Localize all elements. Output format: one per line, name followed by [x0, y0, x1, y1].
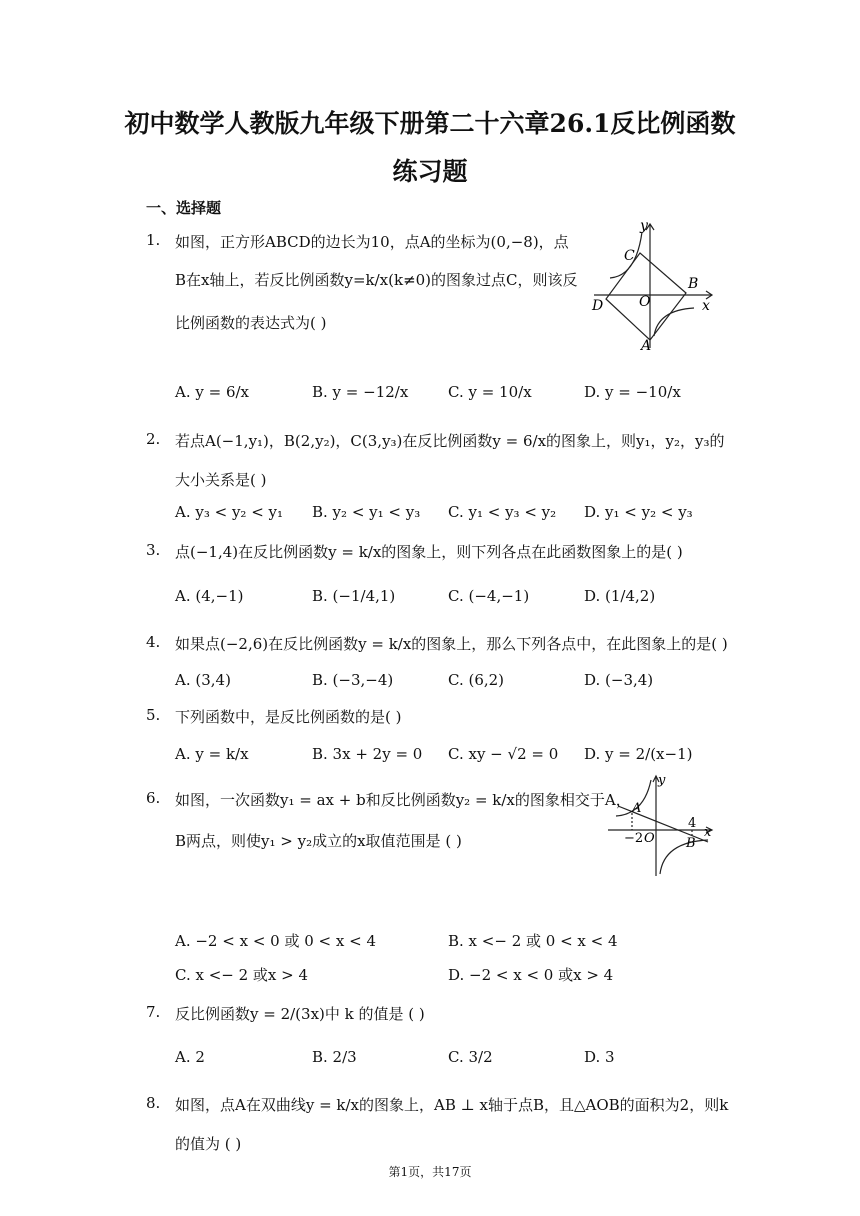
- option-a: A. 2: [175, 1048, 205, 1066]
- question-text: 若点A(−1,y₁)，B(2,y₂)，C(3,y₃)在反比例函数y = 6/x的图象上，则y₁，y₂，y₃的: [175, 432, 725, 450]
- question-number: 2.: [146, 430, 161, 448]
- question-text: 如图，点A在双曲线y = k/x的图象上，AB ⊥ x轴于点B，且△AOB的面积为2，则k: [175, 1096, 729, 1114]
- question-text: 如果点(−2,6)在反比例函数y = k/x的图象上，那么下列各点中，在此图象上的是( ): [175, 635, 728, 653]
- question-number: 8.: [146, 1094, 161, 1112]
- option-a: A. y₃ < y₂ < y₁: [175, 503, 284, 521]
- fig6-label-a: A: [632, 801, 642, 816]
- page-title: 初中数学人教版九年级下册第二十六章26.1反比例函数: [124, 109, 736, 138]
- option-d: D. y = 2/(x−1): [584, 745, 693, 763]
- option-a: A. (4,−1): [175, 587, 244, 605]
- fig6-label-b: B: [686, 836, 696, 851]
- square-hyperbola-figure: [590, 218, 718, 352]
- option-a: A. −2 < x < 0 或 0 < x < 4: [175, 932, 376, 950]
- question-number: 7.: [146, 1003, 161, 1021]
- fig6-label-o: O: [644, 831, 655, 846]
- question-text: 点(−1,4)在反比例函数y = k/x的图象上，则下列各点在此函数图象上的是( ): [175, 543, 683, 561]
- option-c: C. y₁ < y₃ < y₂: [448, 503, 557, 521]
- option-c: C. (6,2): [448, 671, 505, 689]
- option-c: C. y = 10/x: [448, 383, 532, 401]
- fig1-label-o: O: [639, 294, 651, 310]
- fig6-label-4: 4: [688, 816, 697, 831]
- option-d: D. 3: [584, 1048, 615, 1066]
- question-number: 5.: [146, 706, 161, 724]
- question-text: 如图，正方形ABCD的边长为10，点A的坐标为(0,−8)，点: [175, 233, 569, 251]
- option-d: D. (1/4,2): [584, 587, 656, 605]
- option-a: A. (3,4): [175, 671, 231, 689]
- question-text: 比例函数的表达式为( ): [175, 314, 327, 332]
- question-text: 大小关系是( ): [175, 471, 267, 489]
- option-b: B. x <− 2 或 0 < x < 4: [448, 932, 618, 950]
- question-text: B在x轴上，若反比例函数y=k/x(k≠0)的图象过点C，则该反: [175, 271, 578, 289]
- option-b: B. y = −12/x: [312, 383, 409, 401]
- hyperbola-branch-lower: [654, 308, 694, 336]
- question-text: 的值为 ( ): [175, 1135, 242, 1153]
- question-number: 3.: [146, 541, 161, 559]
- page-title-line2: 练习题: [392, 157, 468, 186]
- question-number: 4.: [146, 633, 161, 651]
- fig6-label-x: x: [704, 825, 712, 840]
- option-a: A. y = k/x: [175, 745, 249, 763]
- option-b: B. (−3,−4): [312, 671, 394, 689]
- option-c: C. x <− 2 或x > 4: [175, 966, 309, 984]
- fig1-label-c: C: [624, 248, 635, 264]
- option-b: B. y₂ < y₁ < y₃: [312, 503, 421, 521]
- fig6-label-neg2: −2: [624, 831, 644, 846]
- fig1-label-b: B: [688, 276, 699, 292]
- fig1-label-d: D: [592, 298, 604, 314]
- question-text: 反比例函数y = 2/(3x)中 k 的值是 ( ): [175, 1005, 425, 1023]
- question-number: 1.: [146, 231, 161, 249]
- question-text: 下列函数中，是反比例函数的是( ): [175, 708, 402, 726]
- fig1-label-y: y: [640, 218, 648, 234]
- page-footer: 第1页，共17页: [388, 1165, 472, 1179]
- option-c: C. (−4,−1): [448, 587, 530, 605]
- question-number: 6.: [146, 789, 161, 807]
- option-b: B. (−1/4,1): [312, 587, 396, 605]
- hyperbola-branch-lower-right: [660, 840, 708, 874]
- option-c: C. 3/2: [448, 1048, 493, 1066]
- section-heading: 一、选择题: [146, 199, 222, 217]
- question-text: 如图，一次函数y₁ = ax + b和反比例函数y₂ = k/x的图象相交于A，: [175, 791, 631, 809]
- option-d: D. y₁ < y₂ < y₃: [584, 503, 693, 521]
- option-d: D. −2 < x < 0 或x > 4: [448, 966, 614, 984]
- option-d: D. (−3,4): [584, 671, 654, 689]
- option-c: C. xy − √2 = 0: [448, 745, 559, 763]
- option-b: B. 3x + 2y = 0: [312, 745, 423, 763]
- question-text: B两点，则使y₁ > y₂成立的x取值范围是 ( ): [175, 832, 462, 850]
- fig1-label-x: x: [702, 298, 710, 314]
- fig1-label-a: A: [641, 338, 652, 352]
- fig6-label-y: y: [658, 773, 666, 788]
- line-hyperbola-figure: [604, 772, 716, 880]
- option-b: B. 2/3: [312, 1048, 357, 1066]
- option-a: A. y = 6/x: [175, 383, 250, 401]
- option-d: D. y = −10/x: [584, 383, 681, 401]
